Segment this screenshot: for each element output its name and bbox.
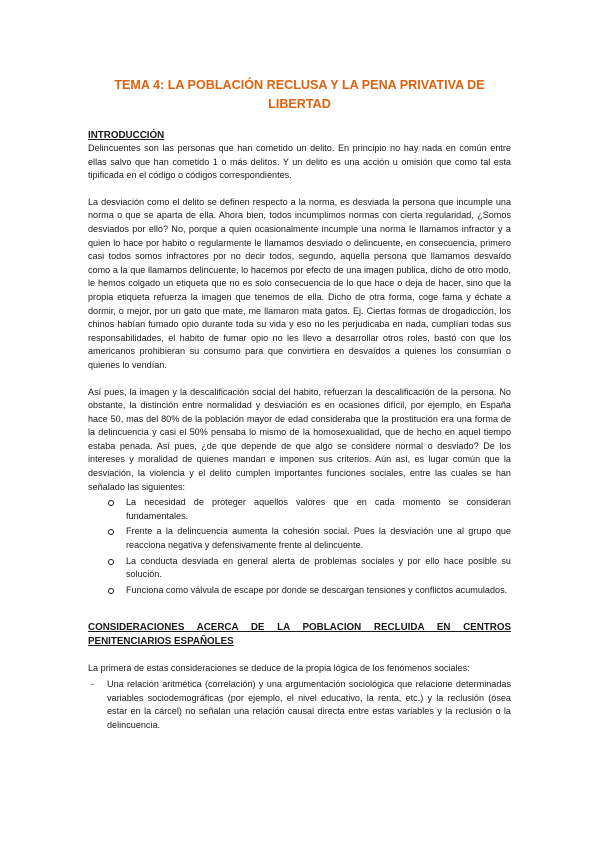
list-item-text: La necesidad de proteger aquellos valores que en cada momento se consideran fundamentales.	[126, 497, 511, 521]
consideraciones-list	[88, 678, 511, 732]
intro-heading: INTRODUCCIÓN	[88, 130, 165, 141]
list-item	[88, 678, 511, 732]
circle-bullet-icon	[108, 559, 114, 565]
list-item-text: Funciona como válvula de escape por donde se descargan tensiones y conflictos acumulados.	[126, 584, 508, 595]
consideraciones-paragraph: La primera de estas consideraciones se deduce de la propia lógica de los fenómenos sociales:	[88, 663, 470, 674]
desviacion-paragraph: La desviación como el delito se definen respecto a la norma, es desviada la persona que incumple una norma o que se aparta de ella. Ahora bien, todos incumplimos normas con cierta regularidad, ¿Somos desviados por ello? No, porque a quien ocasionalmente incumple una norma le llamamos infractor y a quien lo hace por habito o regularmente le llamamos desviado o delincuente, en consecuencia, primero casi todos somos infractores por no decir todos, segundo, aquella persona que llamamos desvaído como a la que llamamos delincuente, lo hacemos por efecto de una imagen publica, dicho de otro modo, le hemos colgado un etiqueta que no es solo consecuencia de lo que hace o deja de hacer, sino que la propia etiqueta refuerza la imagen que tenemos de ella. Dicho de otra forma, coge fama y échate a dormir, o mejor, por un gato que mate, me llamaron mata gatos. Ej. Ciertas formas de drogadicción, los chinos habían fumado opio durante toda su vida y eso no les perjudicaba en nada, cumplían todas sus responsabilidades, el habito de fumar opio no les llevo a desarrollar otros roles, bastó con que los americanos prohibieran su consumo para que convirtiera en desvaídos a quienes los consumían o quienes lo vendían.	[88, 196, 511, 370]
list-item-text: La conducta desviada en general alerta de problemas sociales y por ello hace posible su solución.	[126, 555, 511, 580]
funciones-paragraph: Así pues, la imagen y la descalificación social del habito, refuerzan la descalificación de la persona. No obstante, la distinción entre normalidad y desviación es en ocasiones difícil, por ejemplo, en España hace 50, mas del 80% de la población mayor de edad consideraba que la prostitución era una forma de la delincuencia y casi el 50% pensaba lo mismo de la homosexualidad, que de hecho en aquel tiempo estaba penada. Así pues, ¿de que depende de que algo se considere normal o desviado? De los intereses y moralidad de quienes mandan e imponen sus criterios. Aún así, es lugar común que la desviación, la violencia y el delito cumplen importantes funciones sociales, entre las cuales se han señalado las siguientes:	[88, 386, 511, 492]
circle-bullet-icon	[108, 500, 114, 506]
list-item	[88, 525, 511, 552]
funciones-list	[88, 496, 511, 597]
circle-bullet-icon	[108, 588, 114, 594]
intro-paragraph: Delincuentes son las personas que han cometido un delito. En principio no hay nada en común entre ellas salvo que han cometido 1 o más delitos. Y un delito es una acción u omisión que como tal esta tipificada en el código o códigos correspondientes.	[88, 143, 511, 181]
list-item	[88, 584, 511, 598]
circle-bullet-icon	[108, 529, 114, 535]
list-item-text: Una relación aritmética (correlación) y una argumentación sociológica que relacione determinadas variables sociodemográficas (por ejemplo, el nivel educativo, la renta, etc.) y la reclusión (ósea estar en la cárcel) no señalan una relación causal directa entre estas variables y la reclusión o la delincuencia.	[107, 679, 511, 730]
dash-bullet: -	[91, 679, 95, 689]
list-item-text: Frente a la delincuencia aumenta la cohesión social. Pues la desviación une al grupo que reacciona negativa y defensivamente frente al delincuente.	[126, 526, 511, 551]
document-title: TEMA 4: LA POBLACIÓN RECLUSA Y LA PENA PRIVATIVA DE LIBERTAD	[114, 78, 485, 111]
list-item	[88, 496, 511, 523]
list-item	[88, 555, 511, 582]
consideraciones-heading: CONSIDERACIONES ACERCA DE LA POBLACION RECLUIDA EN CENTROS PENITENCIARIOS ESPAÑOLES	[88, 622, 511, 648]
